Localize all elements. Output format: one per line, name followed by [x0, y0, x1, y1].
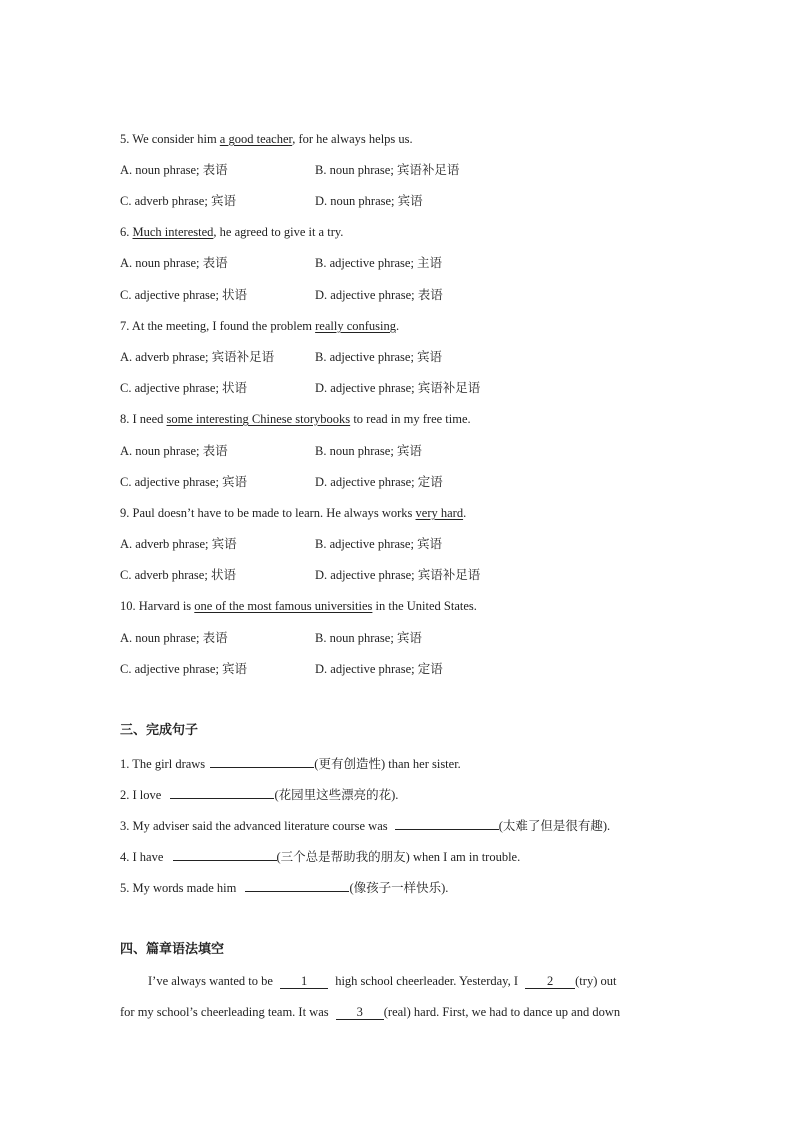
- sentence-item: 3. My adviser said the advanced literature course was (太难了但是很有趣).: [120, 819, 611, 833]
- option-d: D. adjective phrase; 宾语补足语: [315, 381, 481, 395]
- sentence-item: 1. The girl draws (更有创造性) than her sister.: [120, 757, 461, 771]
- option-a: A. adverb phrase; 宾语: [120, 537, 237, 551]
- underlined-phrase: very hard: [415, 506, 464, 520]
- option-row: [120, 630, 422, 646]
- underlined-phrase: a good teacher: [219, 132, 293, 146]
- sentence-item: 4. I have (三个总是帮助我的朋友) when I am in trouble.: [120, 850, 521, 864]
- option-row: [120, 193, 423, 209]
- option-b: B. adjective phrase; 主语: [315, 256, 443, 270]
- option-d: D. adjective phrase; 表语: [315, 288, 443, 302]
- option-row: [120, 567, 481, 583]
- option-d: D. adjective phrase; 定语: [315, 662, 443, 676]
- numbered-blank-1[interactable]: 1: [280, 974, 328, 989]
- passage-line-2: for my school’s cheerleading team. It was 3 (real) hard. First, we had to dance up and down: [120, 1005, 621, 1019]
- passage-line-1: I’ve always wanted to be 1 high school cheerleader. Yesterday, I 2 (try) out: [148, 974, 617, 988]
- option-d: D. adjective phrase; 宾语补足语: [315, 568, 481, 582]
- option-b: B. noun phrase; 宾语: [315, 631, 422, 645]
- question-8: 8. I need some interesting Chinese storybooks to read in my free time.: [120, 412, 471, 426]
- option-row: [120, 287, 443, 303]
- section-4-title: 四、篇章语法填空: [120, 942, 225, 957]
- sentence-item: 5. My words made him (像孩子一样快乐).: [120, 881, 449, 895]
- option-d: D. noun phrase; 宾语: [315, 194, 423, 208]
- question-7: 7. At the meeting, I found the problem really confusing.: [120, 319, 400, 333]
- numbered-blank-2[interactable]: 2: [525, 974, 575, 989]
- option-c: C. adjective phrase; 宾语: [120, 475, 248, 489]
- option-row: [120, 349, 443, 365]
- section-3-title: 三、完成句子: [120, 723, 199, 738]
- answer-blank[interactable]: [245, 879, 349, 892]
- underlined-phrase: some interesting Chinese storybooks: [166, 412, 351, 426]
- option-a: A. noun phrase; 表语: [120, 256, 228, 270]
- numbered-blank-3[interactable]: 3: [336, 1005, 384, 1020]
- option-row: [120, 536, 443, 552]
- option-a: A. noun phrase; 表语: [120, 631, 228, 645]
- underlined-phrase: really confusing: [315, 319, 396, 333]
- option-c: C. adjective phrase; 状语: [120, 381, 248, 395]
- sentence-item: 2. I love (花园里这些漂亮的花).: [120, 788, 399, 802]
- option-row: [120, 443, 422, 459]
- underlined-phrase: Much interested: [132, 225, 214, 239]
- question-10: 10. Harvard is one of the most famous universities in the United States.: [120, 599, 477, 613]
- option-row: [120, 255, 443, 271]
- option-d: D. adjective phrase; 定语: [315, 475, 443, 489]
- option-c: C. adjective phrase; 状语: [120, 288, 248, 302]
- option-b: B. noun phrase; 宾语: [315, 444, 422, 458]
- question-5: 5. We consider him a good teacher, for he always helps us.: [120, 132, 413, 146]
- option-a: A. noun phrase; 表语: [120, 444, 228, 458]
- option-row: [120, 162, 460, 178]
- option-b: B. noun phrase; 宾语补足语: [315, 163, 460, 177]
- question-6: 6. Much interested, he agreed to give it a try.: [120, 225, 344, 239]
- option-c: C. adverb phrase; 状语: [120, 568, 236, 582]
- option-b: B. adjective phrase; 宾语: [315, 350, 443, 364]
- option-a: A. noun phrase; 表语: [120, 163, 228, 177]
- underlined-phrase: one of the most famous universities: [194, 599, 373, 613]
- question-9: 9. Paul doesn’t have to be made to learn. He always works very hard.: [120, 506, 467, 520]
- answer-blank[interactable]: [210, 755, 314, 768]
- answer-blank[interactable]: [173, 848, 277, 861]
- option-c: C. adjective phrase; 宾语: [120, 662, 248, 676]
- option-c: C. adverb phrase; 宾语: [120, 194, 236, 208]
- answer-blank[interactable]: [170, 786, 274, 799]
- option-row: [120, 474, 443, 490]
- option-row: [120, 661, 443, 677]
- answer-blank[interactable]: [395, 817, 499, 830]
- option-b: B. adjective phrase; 宾语: [315, 537, 443, 551]
- option-row: [120, 380, 481, 396]
- option-a: A. adverb phrase; 宾语补足语: [120, 350, 275, 364]
